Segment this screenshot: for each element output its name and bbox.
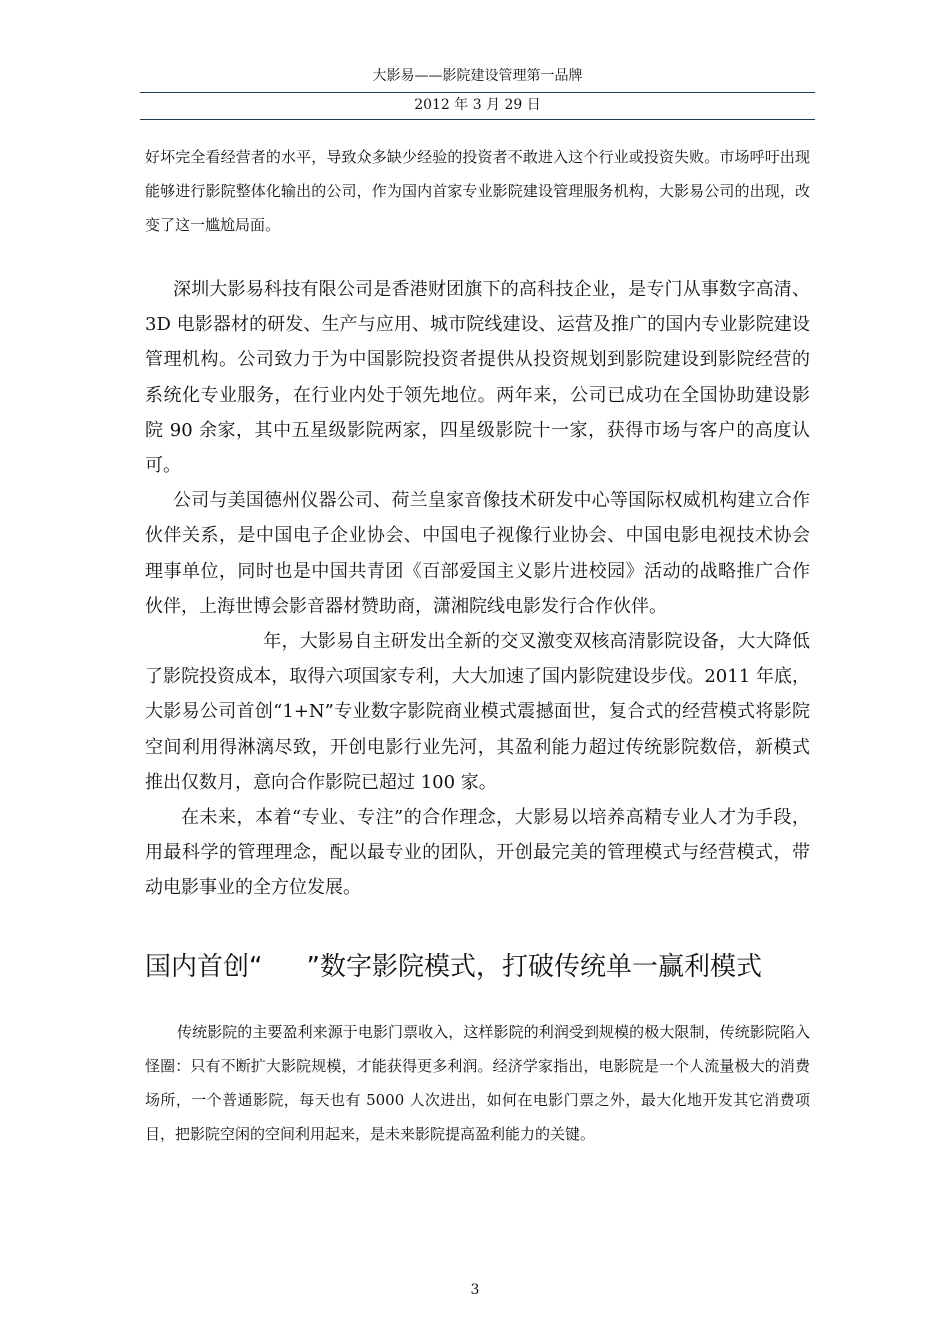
section-heading-part2: ”数字影院模式，打破传统单一赢利模式	[306, 951, 762, 982]
header-title: 大影易——影院建设管理第一品牌	[372, 68, 583, 84]
section-heading	[145, 947, 810, 987]
paragraph-innovation-text: 年，大影易自主研发出全新的交叉激变双核高清影院设备，大大降低了影院投资成本，取得六项国家专利，大大加速了国内影院建设步伐。2011 年底，大影易公司首创“1+N”专业数字影院商业模式震撼面世，复合式的经营模式将影院空间利用得淋漓尽致，开创电影行业先河，其盈利能力超过传统影院数倍，新模式推出仅数月，意向合作影院已超过 100 家。	[145, 631, 810, 793]
header-rule-bottom	[140, 119, 815, 120]
document-body	[145, 140, 810, 1151]
page-header	[140, 66, 815, 120]
section-heading-part1: 国内首创“	[145, 951, 263, 982]
paragraph-innovation	[145, 624, 810, 800]
paragraph-future: 在未来，本着“专业、专注”的合作理念，大影易以培养高精专业人才为手段，用最科学的管理理念，配以最专业的团队，开创最完美的管理模式与经营模式，带动电影事业的全方位发展。	[145, 807, 810, 899]
paragraph-traditional-cinema: 传统影院的主要盈利来源于电影门票收入，这样影院的利润受到规模的极大限制，传统影院陷入怪圈：只有不断扩大影院规模，才能获得更多利润。经济学家指出，电影院是一个人流量极大的消费场所，一个普通影院，每天也有 5000 人次进出，如何在电影门票之外，最大化地开发其它消费项目，把影院空闲的空间利用起来，是未来影院提高盈利能力的关键。	[145, 1022, 810, 1143]
header-rule	[140, 92, 815, 93]
paragraph-company-profile: 深圳大影易科技有限公司是香港财团旗下的高科技企业，是专门从事数字高清、3D 电影器材的研发、生产与应用、城市院线建设、运营及推广的国内专业影院建设管理机构。公司致力于为中国影院投资者提供从投资规划到影院建设到影院经营的系统化专业服务，在行业内处于领先地位。两年来，公司已成功在全国协助建设影院 90 余家，其中五星级影院两家，四星级影院十一家，获得市场与客户的高度认可。	[145, 279, 810, 477]
header-date: 2012 年 3 月 29 日	[414, 97, 541, 113]
paragraph-intro-continued: 好坏完全看经营者的水平，导致众多缺少经验的投资者不敢进入这个行业或投资失败。市场呼吁出现能够进行影院整体化输出的公司，作为国内首家专业影院建设管理服务机构，大影易公司的出现，改变了这一尴尬局面。	[145, 148, 810, 234]
paragraph-partners: 公司与美国德州仪器公司、荷兰皇家音像技术研发中心等国际权威机构建立合作伙伴关系，是中国电子企业协会、中国电子视像行业协会、中国电影电视技术协会理事单位，同时也是中国共青团《百部爱国主义影片进校园》活动的战略推广合作伙伴，上海世博会影音器材赞助商，潇湘院线电影发行合作伙伴。	[145, 490, 810, 617]
page-number: 3	[470, 1282, 480, 1298]
